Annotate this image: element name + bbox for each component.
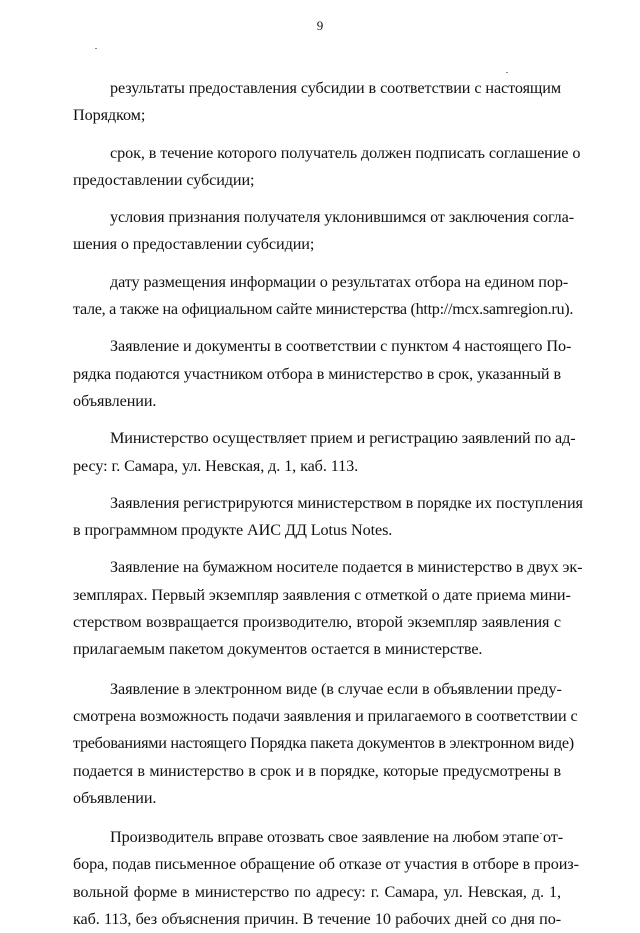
text-line: Заявление на бумажном носителе подается в министерство в двух эк- bbox=[110, 558, 583, 577]
text-line: каб. 113, без объяснения причин. В течение 10 рабочих дней со дня по- bbox=[73, 910, 561, 929]
text-line: земплярах. Первый экземпляр заявления с отметкой о дате приема мини- bbox=[73, 585, 571, 604]
scan-speck bbox=[95, 48, 97, 49]
text-line: срок, в течение которого получатель должен подписать соглашение о bbox=[110, 143, 581, 162]
text-line: прилагаемым пакетом документов остается в министерстве. bbox=[73, 640, 483, 659]
paragraph bbox=[73, 824, 579, 933]
text-line: рядка подаются участником отбора в министерство в срок, указанный в bbox=[73, 364, 561, 383]
text-line: требованиями настоящего Порядка пакета документов в электронном виде) bbox=[73, 734, 574, 753]
page-number: 9 bbox=[316, 18, 324, 33]
text-line: бора, подав письменное обращение об отказе от участия в отборе в произ- bbox=[73, 855, 579, 874]
document-body bbox=[73, 75, 583, 933]
paragraph bbox=[73, 204, 575, 259]
text-line: условия признания получателя уклонившимся от заключения согла- bbox=[110, 208, 575, 227]
text-line: вольной форме в министерство по адресу: г. Самара, ул. Невская, д. 1, bbox=[73, 882, 561, 901]
text-line: ресу: г. Самара, ул. Невская, д. 1, каб. 113. bbox=[73, 456, 359, 475]
text-line: Порядком; bbox=[73, 106, 146, 125]
text-line: объявлении. bbox=[73, 391, 157, 410]
paragraph bbox=[73, 269, 574, 324]
text-line: Заявление и документы в соответствии с пунктом 4 настоящего По- bbox=[110, 337, 572, 356]
text-line: шения о предоставлении субсидии; bbox=[73, 235, 315, 254]
paragraph bbox=[73, 490, 583, 545]
text-line: подается в министерство в срок и в порядке, которые предусмотрены в bbox=[73, 761, 561, 780]
text-line: Заявление в электронном виде (в случае если в объявлении преду- bbox=[110, 679, 562, 698]
text-line: в программном продукте АИС ДД Lotus Notes. bbox=[73, 521, 393, 540]
paragraph bbox=[73, 140, 581, 195]
text-line: Производитель вправе отозвать свое заявление на любом этапе от- bbox=[110, 828, 564, 847]
text-line: смотрена возможность подачи заявления и прилагаемого в соответствии с bbox=[73, 706, 578, 725]
paragraph bbox=[73, 676, 578, 812]
paragraph bbox=[73, 425, 576, 480]
text-line: дату размещения информации о результатах отбора на едином пор- bbox=[110, 272, 569, 291]
paragraph bbox=[73, 75, 561, 130]
text-line: Заявления регистрируются министерством в порядке их поступления bbox=[110, 493, 583, 512]
text-line: Министерство осуществляет прием и регистрацию заявлений по ад- bbox=[110, 429, 576, 448]
text-line: объявлении. bbox=[73, 788, 157, 807]
scan-speck bbox=[506, 72, 508, 73]
text-line: тале, а также на официальном сайте министерства (http://mcx.samregion.ru). bbox=[73, 300, 574, 319]
text-line: стерством возвращается производителю, второй экземпляр заявления с bbox=[73, 613, 561, 632]
text-line: предоставлении субсидии; bbox=[73, 170, 255, 189]
paragraph bbox=[73, 554, 583, 663]
text-line: результаты предоставления субсидии в соответствии с настоящим bbox=[110, 79, 561, 97]
paragraph bbox=[73, 333, 572, 415]
